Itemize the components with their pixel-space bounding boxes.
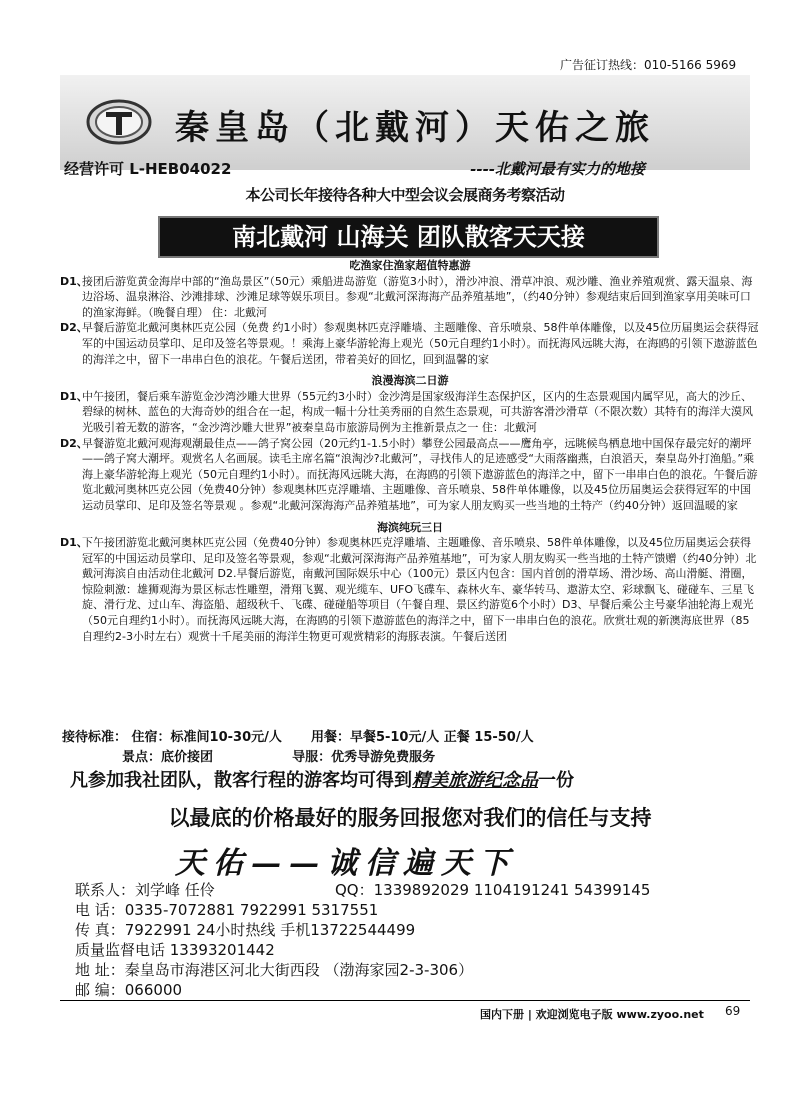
gift-offer: 凡参加我社团队，散客行程的游客均可得到精美旅游纪念品一份	[70, 770, 574, 791]
reception-standard	[62, 728, 762, 768]
section-title: 海滨纯玩三日	[377, 520, 443, 534]
contact-person: 联系人：刘学峰 任伶	[75, 881, 215, 899]
section-title: 浪漫海滨二日游	[371, 374, 449, 388]
contact-postcode: 邮 编：066000	[75, 981, 183, 999]
contact-address: 地 址：秦皇岛市海港区河北大街西段 （渤海家园2-3-306）	[75, 961, 474, 979]
scenic: 景点：底价接团	[122, 750, 214, 765]
footer-text: 国内下册 | 欢迎浏览电子版 www.zyoo.net	[480, 1008, 704, 1021]
itinerary-day: D2、 早餐后游览北戴河奥林匹克公园（免费 约1小时）参观奥林匹克浮雕墙、主题雕像、音乐喷泉、58件单体雕像，以及45位历届奥运会获得冠军的中国运动员掌印、足印及签名等景观。！乘海上豪华游轮海上观光（50元自理约1小时）。而抚海风远眺大海，在海鸥的引领下遨游蓝色的海洋之中，留下一串串白色的浪花。午餐后送团，带着美好的回忆，回到温馨的家	[60, 321, 759, 366]
contact-block	[75, 880, 745, 1000]
subtitle: 本公司长年接待各种大中型会议会展商务考察活动	[245, 186, 565, 204]
itinerary-day: D1、 中午接团，餐后乘车游览金沙湾沙雕大世界（55元约3小时）金沙湾是国家级海洋生态保护区，区内的生态景观国内属罕见，高大的沙丘、碧绿的树林、蓝色的大海奇妙的组合在一起，构成一幅十分壮美秀丽的自然生态景观，可共游客滑沙滑草（不限次数）其特有的海洋大漠风光吸引着无数的游客，“金沙湾沙雕大世界”被秦皇岛市旅游局例为主推新景点之一 住：北戴河	[60, 389, 753, 434]
standard-label: 接待标准：	[62, 730, 128, 745]
itinerary-day: D2、 早餐游览北戴河观海观潮最佳点——鸽子窝公园（20元约1-1.5小时）攀登公园最高点——鹰角亭，远眺候鸟栖息地中国保存最完好的潮坪——鸽子窝大潮坪。观赏名人名画展。读毛主席名篇“浪淘沙?北戴河”，寻找伟人的足迹感受“大雨落幽燕，白浪滔天，秦皇岛外打渔船。”乘海上豪华游轮海上观光（50元自理约1小时）。而抚海风远眺大海，在海鸥的引领下遨游蓝色的海洋之中，留下一串串白色的浪花。午餐后游览北戴河奥林匹克公园（免费40分钟）参观奥林匹克浮雕墙、主题雕像、音乐喷泉、58件单体雕像，以及45位历届奥运会获得冠军的中国运动员掌印、足印及签名等景观 。参观“北戴河深海海产品养殖基地”，可为家人朋友购买一些当地的土特产（约40分钟）返回温暖的家	[60, 436, 758, 512]
guide: 导服：优秀导游免费服务	[292, 750, 436, 765]
meals: 用餐：早餐5-10元/人 正餐 15-50/人	[310, 730, 534, 745]
lodging: 住宿：标准间10-30元/人	[131, 730, 282, 745]
banner: 南北戴河 山海关 团队散客天天接	[158, 216, 659, 258]
itinerary-day: D1、 下午接团游览北戴河奥林匹克公园（免费40分钟）参观奥林匹克浮雕墙、主题雕像、音乐喷泉、58件单体雕像，以及45位历届奥运会获得冠军的中国运动员掌印、足印及签名等景观，参观“北戴河深海海产品养殖基地”，可为家人朋友购买一些当地的土特产馈赠（约40分钟）北戴河海滨自由活动住北戴河 D2.早餐后游览，南戴河国际娱乐中心（100元）景区内包含：国内首创的滑草场、滑沙场、高山滑艇、滑圈，惊险刺激：雄狮观海为景区标志性雕塑，滑翔飞翼、观光缆车、UFO飞碟车、森林火车、豪华转马、遨游太空、彩球飘飞、碰碰车、三星飞旋、滑行龙、过山车、海盗船、超级秋千、飞碟、碰碰船等项目（午餐自理、景区约游览6个小时）D3、早餐后乘公主号豪华油轮海上观光（50元自理约1小时）。而抚海风远眺大海，在海鸥的引领下遨游蓝色的海洋之中，留下一串串白色的浪花。欣赏壮观的新澳海底世界（85自理约2-3小时左右）观赏十千尾美丽的海洋生物更可观赏精彩的海豚表演。午餐后送团	[60, 536, 757, 643]
page-number: 69	[725, 1004, 741, 1018]
section-title: 吃渔家住渔家超值特惠游	[349, 259, 471, 272]
repay-slogan: 以最底的价格最好的服务回报您对我们的信任与支持	[168, 806, 652, 830]
ad-hotline: 广告征订热线：010-5166 5969	[560, 58, 737, 72]
contact-phone: 电 话：0335-7072881 7922991 5317551	[75, 901, 379, 919]
contact-fax: 传 真：7922991 24小时热线 手机13722544499	[75, 921, 416, 939]
slogan: ----北戴河最有实力的地接	[470, 160, 645, 178]
itinerary-day: D1、 接团后游览黄金海岸中部的“渔岛景区”（50元）乘船进岛游览（游览3小时），滑沙冲浪、滑草冲浪、观沙雕、渔业养殖观赏、露天温泉、海边浴场、温泉淋浴、沙滩排球、沙滩足球等娱乐项目。参观“北戴河深海海产品养殖基地”，（约40分钟）参观结束后回到渔家享用美味可口的渔家海鲜。（晚餐自理） 住：北戴河	[60, 274, 753, 319]
brand-slogan: 天佑——诚信遍天下	[175, 846, 517, 881]
contact-quality: 质量监督电话 13393201442	[75, 941, 275, 959]
business-license: 经营许可 L-HEB04022	[64, 160, 232, 178]
footer-divider	[60, 1000, 750, 1001]
page-title: 秦皇岛（北戴河）天佑之旅	[175, 108, 655, 148]
contact-qq: QQ：1339892029 1104191241 54399145	[335, 881, 651, 899]
company-logo-icon	[86, 98, 152, 146]
itinerary	[60, 258, 760, 644]
